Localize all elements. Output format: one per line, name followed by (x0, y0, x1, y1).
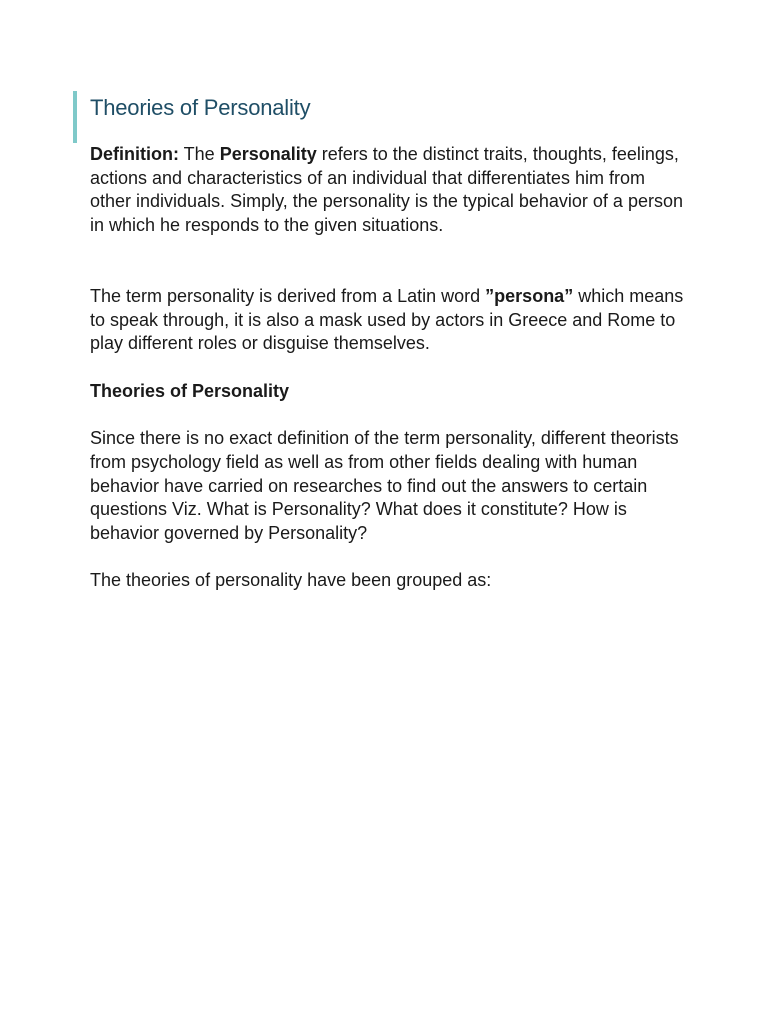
definition-term: Personality (219, 144, 317, 164)
title-block (73, 91, 673, 143)
origin-pre: The term personality is derived from a Latin word (90, 286, 486, 306)
page-title: Theories of Personality (90, 95, 311, 120)
definition-text: refers to the distinct traits, thoughts, feelings, actions and characteristics of an individual that differentiates him from other individuals. Simply, the personality is the typical behavior of a person in which he responds to the given situations. (90, 144, 683, 235)
document-body (90, 143, 690, 593)
origin-term: ”persona” (485, 286, 574, 306)
origin-post: which means to speak through, it is also a mask used by actors in Greece and Rome to play different roles or disguise themselves. (90, 286, 684, 354)
definition-pre: The (178, 144, 220, 164)
section-subheading: Theories of Personality (90, 380, 290, 401)
grouped-paragraph: The theories of personality have been grouped as: (90, 570, 492, 591)
definition-label: Definition: (90, 144, 179, 164)
title-accent-bar (73, 91, 77, 143)
definition-paragraph (90, 143, 690, 261)
since-paragraph: Since there is no exact definition of the term personality, different theorists from psychology field as well as from other fields dealing with human behavior have carried on researches to find out the answers to certain questions Viz. What is Personality? What does it constitute? How is behavior governed by Personality? (90, 428, 679, 543)
origin-paragraph (90, 285, 690, 356)
